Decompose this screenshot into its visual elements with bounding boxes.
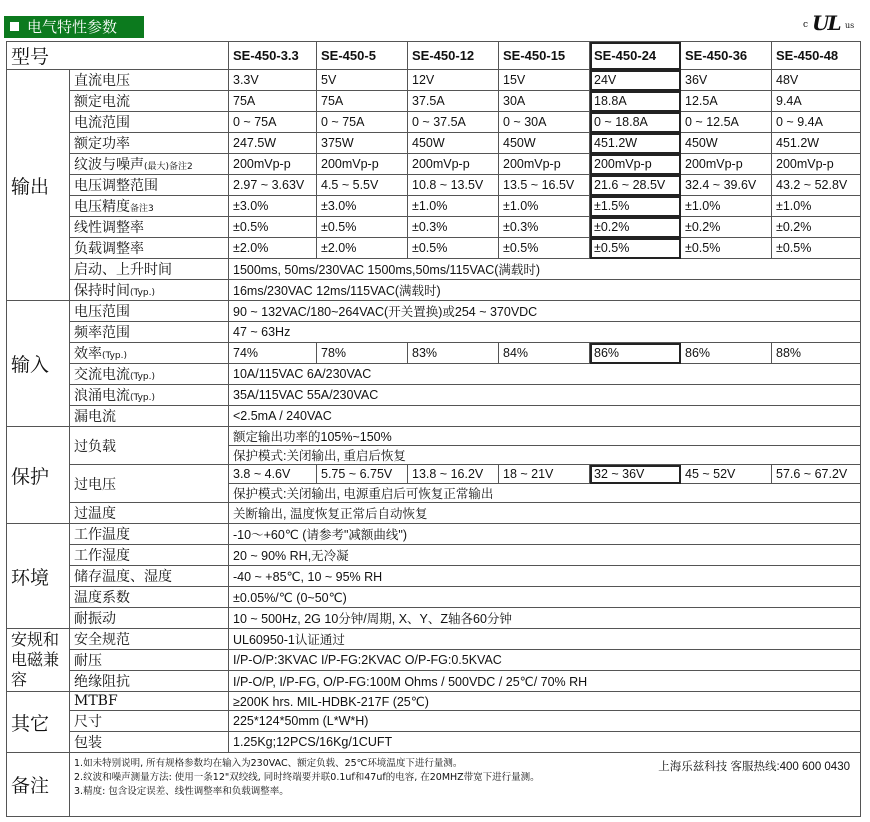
table-row [7, 238, 861, 259]
value-cell: 保护模式:关闭输出, 电源重启后可恢复正常输出 [229, 484, 861, 503]
note-line: 1.如未特别说明, 所有规格参数均在输入为230VAC、额定负载、25℃环境温度下进行量测。 [74, 758, 463, 769]
value-cell: 75A [229, 91, 317, 112]
row-label: 过电压 [70, 465, 229, 503]
table-row [7, 385, 861, 406]
value-cell: 13.8 ~ 16.2V [408, 465, 499, 484]
value-cell: 86% [590, 343, 681, 364]
model-cell: SE-450-3.3 [229, 42, 317, 70]
value-cell: 1.25Kg;12PCS/16Kg/1CUFT [229, 732, 861, 753]
value-cell: 12.5A [681, 91, 772, 112]
value-cell: 78% [317, 343, 408, 364]
value-cell: ±0.2% [772, 217, 861, 238]
row-label: 额定电流 [70, 91, 229, 112]
value-cell: 0 ~ 37.5A [408, 112, 499, 133]
value-cell: ±0.5% [590, 238, 681, 259]
model-cell: SE-450-48 [772, 42, 861, 70]
row-label: 过温度 [70, 503, 229, 524]
value-cell: 24V [590, 70, 681, 91]
section-header [4, 16, 144, 38]
row-label: 包装 [70, 732, 229, 753]
value-cell: 32 ~ 36V [590, 465, 681, 484]
value-cell: <2.5mA / 240VAC [229, 406, 861, 427]
value-cell: ±1.0% [499, 196, 590, 217]
value-cell: 额定输出功率的105%~150% [229, 427, 861, 446]
group-environment: 环境 [7, 524, 70, 629]
value-cell: 18 ~ 21V [499, 465, 590, 484]
value-cell: 20 ~ 90% RH,无冷凝 [229, 545, 861, 566]
value-cell: 0 ~ 18.8A [590, 112, 681, 133]
value-cell: 57.6 ~ 67.2V [772, 465, 861, 484]
value-cell: 84% [499, 343, 590, 364]
row-label: 温度系数 [70, 587, 229, 608]
value-cell: 450W [408, 133, 499, 154]
value-cell: 200mVp-p [499, 154, 590, 175]
value-cell: 35A/115VAC 55A/230VAC [229, 385, 861, 406]
value-cell: 10A/115VAC 6A/230VAC [229, 364, 861, 385]
value-cell: ±3.0% [229, 196, 317, 217]
value-cell: 47 ~ 63Hz [229, 322, 861, 343]
value-cell: ±1.0% [772, 196, 861, 217]
value-cell: 200mVp-p [408, 154, 499, 175]
value-cell: 247.5W [229, 133, 317, 154]
value-cell: 3.8 ~ 4.6V [229, 465, 317, 484]
table-row [7, 566, 861, 587]
table-row [7, 322, 861, 343]
value-cell: 200mVp-p [317, 154, 408, 175]
value-cell: 86% [681, 343, 772, 364]
value-cell: ±3.0% [317, 196, 408, 217]
value-cell: 15V [499, 70, 590, 91]
value-cell: 13.5 ~ 16.5V [499, 175, 590, 196]
square-icon [10, 22, 19, 31]
table-row [7, 524, 861, 545]
value-cell: 10.8 ~ 13.5V [408, 175, 499, 196]
row-label: 启动、上升时间 [70, 259, 229, 280]
table-row [7, 753, 861, 817]
value-cell: 9.4A [772, 91, 861, 112]
value-cell: I/P-O/P, I/P-FG, O/P-FG:100M Ohms / 500VDC / 25℃/ 70% RH [229, 671, 861, 692]
value-cell: ±0.2% [590, 217, 681, 238]
value-cell: 36V [681, 70, 772, 91]
value-cell: 48V [772, 70, 861, 91]
row-label: MTBF [70, 692, 229, 711]
note-line: 3.精度: 包含设定误差、线性调整率和负载调整率。 [74, 786, 289, 797]
row-label: 工作湿度 [70, 545, 229, 566]
spec-table [6, 41, 861, 817]
value-cell: 88% [772, 343, 861, 364]
value-cell: 75A [317, 91, 408, 112]
table-row [7, 364, 861, 385]
table-row [7, 259, 861, 280]
value-cell: 0 ~ 75A [229, 112, 317, 133]
value-cell: I/P-O/P:3KVAC I/P-FG:2KVAC O/P-FG:0.5KVAC [229, 650, 861, 671]
value-cell: 4.5 ~ 5.5V [317, 175, 408, 196]
value-cell: 200mVp-p [229, 154, 317, 175]
group-notes: 备注 [7, 753, 70, 817]
value-cell: 90 ~ 132VAC/180~264VAC(开关置换)或254 ~ 370VDC [229, 301, 861, 322]
row-label: 耐振动 [70, 608, 229, 629]
value-cell: ±1.0% [408, 196, 499, 217]
value-cell: ±0.3% [499, 217, 590, 238]
value-cell: 451.2W [772, 133, 861, 154]
table-row [7, 301, 861, 322]
value-cell: 18.8A [590, 91, 681, 112]
model-cell: SE-450-12 [408, 42, 499, 70]
table-row [7, 629, 861, 650]
table-row [7, 545, 861, 566]
ul-certification-logo: c UL us [803, 11, 855, 35]
value-cell: 30A [499, 91, 590, 112]
value-cell: 450W [499, 133, 590, 154]
value-cell: ≥200K hrs. MIL-HDBK-217F (25℃) [229, 692, 861, 711]
value-cell: ±0.3% [408, 217, 499, 238]
table-row [7, 112, 861, 133]
value-cell: 200mVp-p [590, 154, 681, 175]
value-cell: 375W [317, 133, 408, 154]
value-cell: 32.4 ~ 39.6V [681, 175, 772, 196]
value-cell: 保护模式:关闭输出, 重启后恢复 [229, 446, 861, 465]
row-label: 电流范围 [70, 112, 229, 133]
table-row [7, 503, 861, 524]
table-row [7, 280, 861, 301]
row-label: 电压调整范围 [70, 175, 229, 196]
notes-cell [70, 753, 861, 817]
value-cell: 45 ~ 52V [681, 465, 772, 484]
value-cell: 2.97 ~ 3.63V [229, 175, 317, 196]
value-cell: 0 ~ 75A [317, 112, 408, 133]
row-label: 漏电流 [70, 406, 229, 427]
table-row [7, 91, 861, 112]
group-input: 输入 [7, 301, 70, 427]
model-cell: SE-450-24 [590, 42, 681, 70]
row-label: 过负载 [70, 427, 229, 465]
value-cell: UL60950-1认证通过 [229, 629, 861, 650]
model-cell: SE-450-15 [499, 42, 590, 70]
value-cell: 225*124*50mm (L*W*H) [229, 711, 861, 732]
table-row [7, 427, 861, 446]
row-label: 储存温度、湿度 [70, 566, 229, 587]
value-cell: 16ms/230VAC 12ms/115VAC(满载时) [229, 280, 861, 301]
group-protection: 保护 [7, 427, 70, 524]
table-row [7, 465, 861, 484]
row-label: 浪涌电流(Typ.) [70, 385, 229, 406]
value-cell: ±0.5% [681, 238, 772, 259]
row-label: 直流电压 [70, 70, 229, 91]
value-cell: 450W [681, 133, 772, 154]
table-row [7, 587, 861, 608]
row-label: 效率(Typ.) [70, 343, 229, 364]
table-row [7, 732, 861, 753]
table-row [7, 343, 861, 364]
value-cell: ±0.5% [229, 217, 317, 238]
table-row [7, 154, 861, 175]
value-cell: 0 ~ 30A [499, 112, 590, 133]
value-cell: ±2.0% [317, 238, 408, 259]
value-cell: 5V [317, 70, 408, 91]
table-row [7, 70, 861, 91]
value-cell: ±0.2% [681, 217, 772, 238]
value-cell: -10～+60℃ (请参考"减额曲线") [229, 524, 861, 545]
row-label: 尺寸 [70, 711, 229, 732]
group-other: 其它 [7, 692, 70, 753]
value-cell: 5.75 ~ 6.75V [317, 465, 408, 484]
value-cell: 200mVp-p [772, 154, 861, 175]
table-row [7, 650, 861, 671]
row-label: 纹波与噪声(最大)备注2 [70, 154, 229, 175]
table-row [7, 608, 861, 629]
value-cell: 43.2 ~ 52.8V [772, 175, 861, 196]
value-cell: 451.2W [590, 133, 681, 154]
table-row [7, 175, 861, 196]
row-label: 保持时间(Typ.) [70, 280, 229, 301]
model-cell: SE-450-36 [681, 42, 772, 70]
value-cell: ±0.05%/℃ (0~50℃) [229, 587, 861, 608]
group-safety-emc: 安规和电磁兼容 [7, 629, 70, 692]
group-output: 输出 [7, 70, 70, 301]
note-line: 2.纹波和噪声测量方法: 使用一条12"双绞线, 同时终端要并联0.1uf和47uf的电容, 在20MHZ带宽下进行量测。 [74, 772, 540, 783]
value-cell: 3.3V [229, 70, 317, 91]
value-cell: 12V [408, 70, 499, 91]
table-row [7, 42, 861, 70]
table-row [7, 196, 861, 217]
row-label: 耐压 [70, 650, 229, 671]
value-cell: 0 ~ 9.4A [772, 112, 861, 133]
table-row [7, 671, 861, 692]
row-label: 电压精度备注3 [70, 196, 229, 217]
section-title: 电气特性参数 [27, 18, 118, 36]
table-row [7, 711, 861, 732]
value-cell: ±1.5% [590, 196, 681, 217]
row-label: 频率范围 [70, 322, 229, 343]
row-label: 负载调整率 [70, 238, 229, 259]
value-cell: 74% [229, 343, 317, 364]
model-label: 型号 [7, 42, 229, 70]
value-cell: 0 ~ 12.5A [681, 112, 772, 133]
value-cell: ±2.0% [229, 238, 317, 259]
value-cell: 10 ~ 500Hz, 2G 10分钟/周期, X、Y、Z轴各60分钟 [229, 608, 861, 629]
row-label: 交流电流(Typ.) [70, 364, 229, 385]
value-cell: ±1.0% [681, 196, 772, 217]
value-cell: 200mVp-p [681, 154, 772, 175]
service-hotline: 上海乐兹科技 客服热线:400 600 0430 [658, 761, 850, 773]
value-cell: ±0.5% [772, 238, 861, 259]
value-cell: 1500ms, 50ms/230VAC 1500ms,50ms/115VAC(满载时) [229, 259, 861, 280]
model-cell: SE-450-5 [317, 42, 408, 70]
value-cell: ±0.5% [499, 238, 590, 259]
value-cell: 83% [408, 343, 499, 364]
value-cell: 21.6 ~ 28.5V [590, 175, 681, 196]
row-label: 安全规范 [70, 629, 229, 650]
row-label: 工作温度 [70, 524, 229, 545]
value-cell: 37.5A [408, 91, 499, 112]
table-row [7, 133, 861, 154]
table-row [7, 406, 861, 427]
value-cell: ±0.5% [317, 217, 408, 238]
row-label: 电压范围 [70, 301, 229, 322]
row-label: 绝缘阻抗 [70, 671, 229, 692]
table-row [7, 217, 861, 238]
value-cell: ±0.5% [408, 238, 499, 259]
row-label: 额定功率 [70, 133, 229, 154]
value-cell: 关断输出, 温度恢复正常后自动恢复 [229, 503, 861, 524]
table-row [7, 692, 861, 711]
value-cell: -40 ~ +85℃, 10 ~ 95% RH [229, 566, 861, 587]
row-label: 线性调整率 [70, 217, 229, 238]
